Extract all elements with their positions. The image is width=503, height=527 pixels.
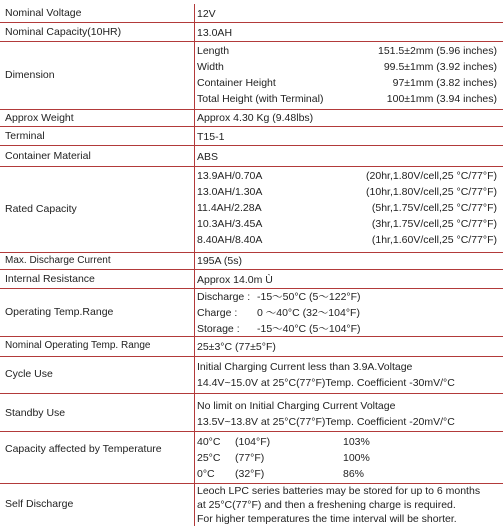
label: Nominal Voltage <box>5 7 82 19</box>
label: Cycle Use <box>5 368 53 380</box>
capacity-percent: 100% <box>343 452 370 464</box>
temp-range: 0 ～40°C (32～104°F) <box>257 307 360 319</box>
dim-key: Container Height <box>197 77 276 89</box>
value: T15-1 <box>197 131 225 143</box>
label: Container Material <box>5 150 91 162</box>
capacity-condition: (10hr,1.80V/cell,25 °C/77°F) <box>366 186 497 198</box>
label: Approx Weight <box>5 112 74 124</box>
row-container-material <box>0 146 503 167</box>
row-self-discharge <box>0 484 503 526</box>
row-cycle-use <box>0 357 503 394</box>
row-capacity-temperature <box>0 432 503 484</box>
row-terminal <box>0 127 503 146</box>
label: Standby Use <box>5 407 66 419</box>
temp-mode: Storage : <box>197 323 240 335</box>
capacity-condition: (20hr,1.80V/cell,25 °C/77°F) <box>366 170 497 182</box>
dim-key: Width <box>197 61 224 73</box>
capacity-percent: 103% <box>343 436 370 448</box>
value-line: Leoch LPC series batteries may be stored for up to 6 months <box>197 485 481 497</box>
temp-f: (77°F) <box>235 452 265 464</box>
row-standby-use <box>0 394 503 432</box>
value: 25±3°C (77±5°F) <box>197 341 276 353</box>
dim-key: Total Height (with Terminal) <box>197 93 324 105</box>
row-nominal-capacity <box>0 23 503 42</box>
label: Nominal Capacity(10HR) <box>5 26 122 38</box>
row-nominal-voltage <box>0 4 503 23</box>
dim-value: 97±1mm (3.82 inches) <box>392 77 497 89</box>
capacity-rate: 13.0AH/1.30A <box>197 186 263 198</box>
row-operating-temp <box>0 289 503 337</box>
label: Capacity affected by Temperature <box>5 443 162 455</box>
value: ABS <box>197 151 219 163</box>
capacity-rate: 10.3AH/3.45A <box>197 218 263 230</box>
temp-mode: Discharge : <box>197 291 251 303</box>
row-max-discharge <box>0 253 503 270</box>
value-line: 14.4V~15.0V at 25°C(77°F)Temp. Coefficient -30mV/°C <box>197 377 455 389</box>
row-internal-resistance <box>0 270 503 289</box>
dim-value: 151.5±2mm (5.96 inches) <box>378 45 497 57</box>
value: Approx 14.0m Ù <box>197 274 273 286</box>
dim-key: Length <box>197 45 230 57</box>
row-nominal-operating-temp <box>0 337 503 357</box>
temp-range: -15～40°C (5～104°F) <box>257 323 361 335</box>
capacity-rate: 11.4AH/2.28A <box>197 202 262 214</box>
label: Max. Discharge Current <box>5 255 111 266</box>
label: Rated Capacity <box>5 203 77 215</box>
label: Operating Temp.Range <box>5 306 114 318</box>
label: Terminal <box>5 130 45 142</box>
dim-value: 99.5±1mm (3.92 inches) <box>383 61 497 73</box>
temp-f: (32°F) <box>235 468 265 480</box>
value: 12V <box>197 8 216 20</box>
label: Dimension <box>5 69 55 81</box>
row-rated-capacity <box>0 167 503 253</box>
value-line: Initial Charging Current less than 3.9A.Voltage <box>197 361 413 373</box>
value-line: No limit on Initial Charging Current Voltage <box>197 400 396 412</box>
row-approx-weight <box>0 110 503 127</box>
capacity-condition: (3hr,1.75V/cell,25 °C/77°F) <box>371 218 497 230</box>
value: 195A (5s) <box>197 255 242 267</box>
temp-c: 40°C <box>197 436 221 448</box>
capacity-percent: 86% <box>343 468 365 480</box>
temp-mode: Charge : <box>197 307 238 319</box>
value-line: at 25°C(77°F) and then a freshening charge is required. <box>197 499 456 511</box>
temp-f: (104°F) <box>235 436 271 448</box>
capacity-condition: (5hr,1.75V/cell,25 °C/77°F) <box>371 202 497 214</box>
row-dimension <box>0 42 503 110</box>
value: Approx 4.30 Kg (9.48lbs) <box>197 112 314 124</box>
label: Nominal Operating Temp. Range <box>5 340 151 351</box>
label: Self Discharge <box>5 498 74 510</box>
value-line: For higher temperatures the time interval will be shorter. <box>197 513 457 525</box>
capacity-rate: 8.40AH/8.40A <box>197 234 263 246</box>
temp-range: -15～50°C (5～122°F) <box>257 291 361 303</box>
capacity-condition: (1hr,1.60V/cell,25 °C/77°F) <box>371 234 497 246</box>
value-line: 13.5V~13.8V at 25°C(77°F)Temp. Coefficient -20mV/°C <box>197 416 455 428</box>
temp-c: 0°C <box>197 468 215 480</box>
dim-value: 100±1mm (3.94 inches) <box>386 93 497 105</box>
temp-c: 25°C <box>197 452 221 464</box>
capacity-rate: 13.9AH/0.70A <box>197 170 263 182</box>
label: Internal Resistance <box>5 273 95 285</box>
value: 13.0AH <box>197 27 233 39</box>
